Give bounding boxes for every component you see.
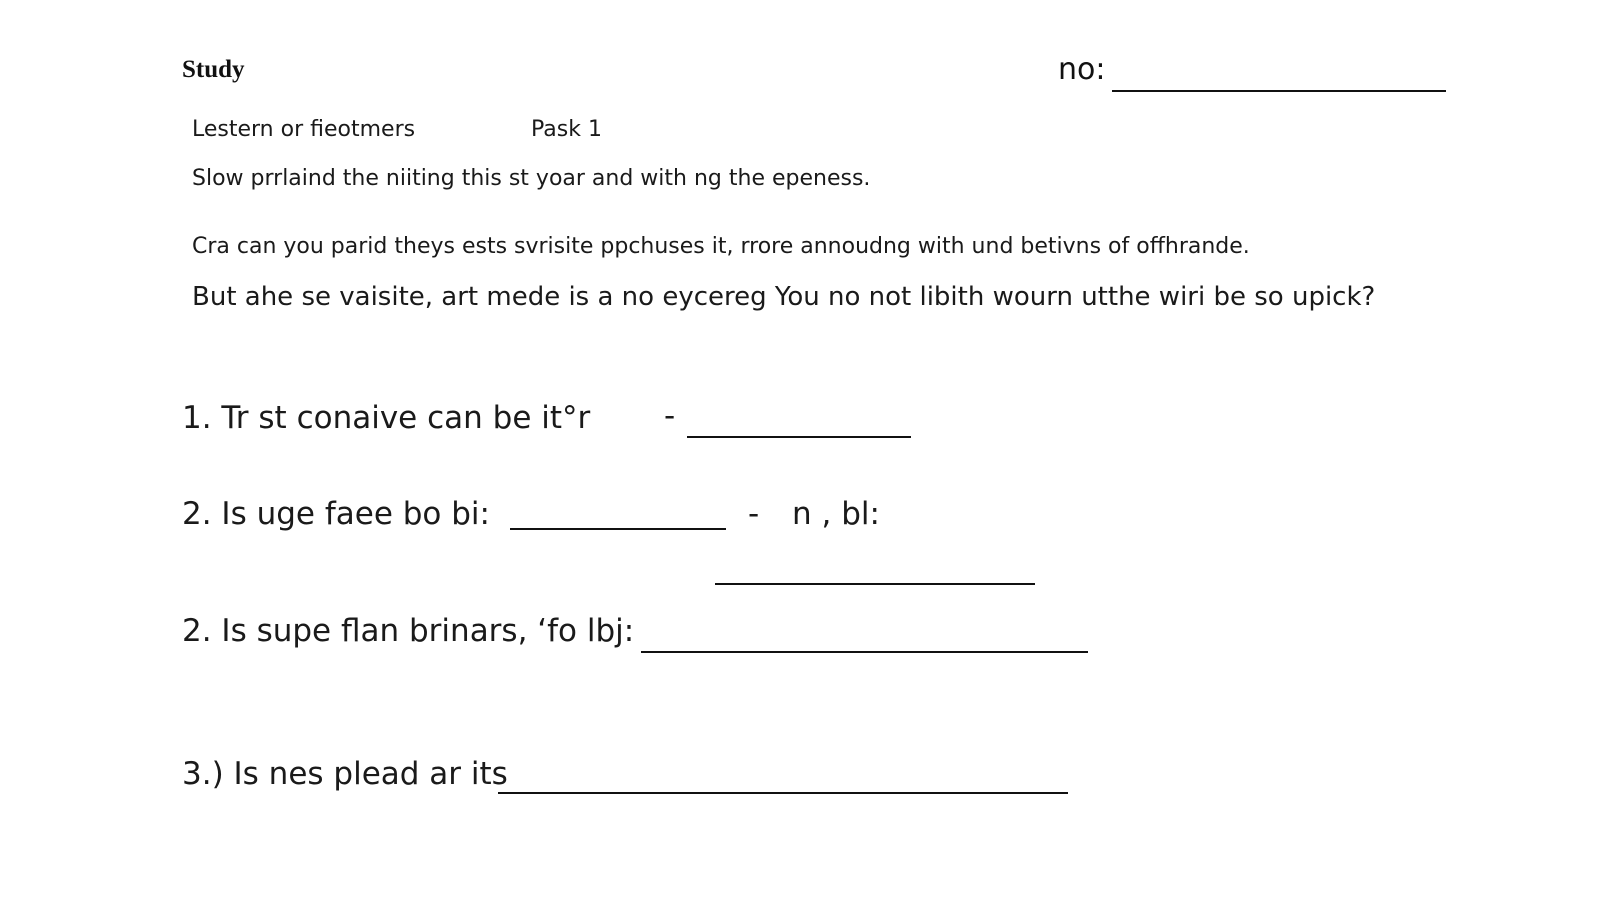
question-1-dash: - (664, 398, 676, 434)
question-2-suffix: n , bl: (792, 496, 880, 532)
question-2-second-blank[interactable] (715, 583, 1035, 585)
question-4-text: 3.) Is nes plead ar its (182, 756, 508, 792)
question-2-answer-blank[interactable] (510, 528, 726, 530)
question-1-answer-blank[interactable] (687, 436, 911, 438)
question-2-dash: - (748, 496, 760, 532)
question-3-text: 2. Is supe flan brinars, ‘fo lbj: (182, 613, 635, 649)
question-3-answer-blank[interactable] (641, 651, 1088, 653)
number-label: no: (1058, 52, 1106, 87)
instruction-line-2: Cra can you parid theys ests svrisite ppchuses it, rrore annoudng with und betivns of offhrande. (192, 234, 1250, 259)
question-1-text: 1. Tr st conaive can be it°r (182, 400, 591, 436)
number-blank[interactable] (1112, 90, 1446, 92)
question-4-answer-blank[interactable] (498, 792, 1068, 794)
section-label: Lestern or fieotmers (192, 117, 416, 142)
question-2-text: 2. Is uge faee bo bi: (182, 496, 490, 532)
worksheet-title: Study (182, 56, 245, 83)
instruction-line-1: Slow prrlaind the niiting this st yoar and with ng the epeness. (192, 166, 871, 191)
task-label: Pask 1 (531, 117, 602, 142)
instruction-line-3: But ahe se vaisite, art mede is a no eycereg You no not libith wourn utthe wiri be so upick? (192, 282, 1376, 312)
